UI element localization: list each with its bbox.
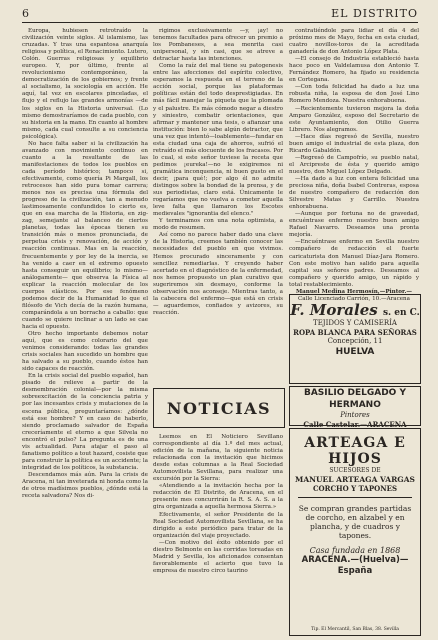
advert-brand: F. Morales	[290, 301, 378, 319]
paragraph: —Encuéntrase enfermo en Sevilla nuestro compañero de redacción el fuerte caricaturista don Manuel Díaz-Jara Romero. Con este motivo han salido para aquella capital sus señores padres. Deseamos al compañero y querido amigo, un rápido y total restablecimiento.	[289, 239, 419, 288]
advert-arteaga	[289, 428, 421, 636]
paragraph: Y terminamos con una nota optimista, a modo de resumen.	[153, 218, 283, 232]
advert-address: Concepción, 11	[327, 337, 383, 345]
paragraph: —Regresó de Campofrío, su pueblo natal, el Arcipreste de ésta y querido amigo nuestro, don Miguel López Delgado.	[289, 154, 419, 175]
advert-city: HUELVA	[335, 347, 375, 357]
paragraph: «Atendiendo a la invitación hecha por la redacción de El Distrito, de Aracena, en el presente mes concurrirán la R. S. A. S. a la gira organizada a aquella hermosa Sierra.»	[153, 483, 283, 511]
paragraph: —Con toda felicidad ha dado a luz una robusta niña, la esposa de don José Lino Romero Mendoza. Nuestra enhorabuena.	[289, 84, 419, 105]
advert-brand: ARTEAGA E HIJOS	[304, 435, 406, 467]
paragraph: —Aunque por fortuna no de gravedad, encuéntrase enfermo nuestro buen amigo Rafael Navarro. Deseamos una pronta mejoría.	[289, 211, 419, 239]
paragraph: Otro hecho importante debemos notar aquí, que es como colorario del que venimos considerando: todas las grandes crisis sociales han sucedido un hombre que ha salvado a su pueblo, cuando éstos han sido capaces de reacción.	[22, 331, 148, 373]
divider	[298, 497, 412, 498]
signature: Manuel Medina Hermosín,—Pintor.—	[295, 288, 413, 295]
paragraph: contratiéndole para lidiar el día 4 del próximo mes de Mayo, fecha en esta ciudad, cuatro novillos-toros de la acreditada ganadería de don Antonio López Plata.	[289, 28, 419, 56]
paragraph: —Con motivo del éxito obtenido por el diestro Belmonte en las corridas toreadas en Madrid y Sevilla, los aficionados consentan favorablemente el acierto que tuvo la empresa de nuestro circo taurino	[153, 539, 283, 574]
paragraph: Descendamos más aún. Para la crisis de Aracena, ni tan inveterada ni honda como la de otros madísimos pueblos, ¿dónde está la receta salvadora? Nos di-	[22, 471, 148, 500]
advert-body: Se compran grandes partidas de corcho, en alzabel y en plancha, y de cuadros y tapones.	[298, 504, 412, 540]
printer-credit: Tip. El Mercantil, San Blas, 38. Sevilla	[311, 627, 399, 632]
advert-brand: BASILIO DELGADO Y HERMANO	[303, 388, 406, 410]
paragraph: —El consejo de Industria estableció hasta hace poco en Valdelamusa don Antonio T. Fernández Romero, ha fijado su residencia en Cortegana.	[289, 56, 419, 84]
advert-products: CORCHO Y TAPONES	[312, 484, 398, 493]
paragraph: Leemos en El Noticiero Sevillano correspondiente al día 1.º del mes actual, edición de la mañana, la siguiente noticia relacionada con la invitación que hicimos desde estas columnas a la Real Sociedad Automovilista Sevillana, para realizar una excursión por la Sierra:	[153, 434, 283, 483]
paragraph: Efectivamente, el señor Presidente de la Real Sociedad Automovilista Sevillana, se ha dirigido a este periódico para tratar de la organización del viaje proyectado.	[153, 511, 283, 539]
paragraph: Así como no parece haber dado una clave de la Historia, creemos también conocer las necesidades del pueblo en que vivimos. Hemos procurado sinceramente y con sencillez remediarlas. Y creyendo haber acertado en el diagnóstico de la enfermedad, nos hemos propuesto un plan curativo que sugeriremos sin desmayo, conforme la observación nos aconseje. Mientras tanto, a la cabecera del enfermo—que está en crisis — aguardemos, confiados y avizores, su reacción.	[153, 232, 283, 316]
advert-line: ROPA BLANCA PARA SEÑORAS	[293, 328, 417, 337]
paragraph: Como la raíz del mal tiene su patogenesis entre las afecciones del espíritu colectivo, esperamos la respuesta en el terreno de la acción social, porque las plataformas políticas están del todo desprestigiadas. En más fácil manejar la piqueta que la plomada y el palustre. Es más cómodo negar a diestro y siniestro, combatir orientaciones, que afirmar y mantener una tesis, o afianzar una institución: bien lo sabe algún detractor, que una vez que intentó—loablemente—fundar en esta ciudad una caja de ahorros, sufrió el retraído el más elocuente de los fracasos. Por lo cual, si este señor tuviese la receta que pedimos ¡eureka!—no le exigiremos ni gramática inconquencia, ni buen gusto en el decir, ¡para qué!; por algo él no admite distingos sobre la bondad de la prensa, y de sus periodistas, claro está. Únicamente le rogaríamos que no vuelva a cometer aquella leve falta que llamaron los Escotes medievales "ignorantia del elenco."	[153, 63, 283, 218]
advert-brand-suffix: s. en C.	[382, 308, 420, 318]
paragraph: rigimos exclusivamente —y, ¡ay! no tenemos facultades para ofrecer un premio a los Pombaneses, a sea menrita casi unipersonal, y sin casi, que se atreve a detractar hasta las intenciones.	[153, 28, 283, 63]
advert-owner: MANUEL ARTEAGA VARGAS	[295, 475, 415, 484]
page-number: 6	[22, 7, 29, 20]
advert-city: ARACENA.—(Huelva)—España	[301, 555, 409, 576]
advert-line: Pintores	[340, 411, 370, 419]
paragraph: No hace falta saber si la civilización ha avanzado con movimiento continuo en cuanto a la resultante de las manifestaciones de todos los pueblos en cada período histórico; tampoco si, efectivamente, como quería Pi Margall, los retrocesos han sido pura tomar carrera; menos nos es precisa una fórmula del progreso de la civilización, tan a menudo lastimosamente confundidos lo cierto es, que en esa marcha de la Historia, en zig-zag, semejante al balanceo de ciertos planetas, todas las épocas tienen su transición más o menos pronunciada, de perpetua crisis y renovación, de acción y reacción continuas. Mas en la reacción, frecuentemente y por ley de la inercia, se ha venido a caer en el extremo opuesto hasta conseguir un equilibrio; lo mismo—análogamente— que observa la Física al explicar la reacción molecular de los cuerpos elásticos. Por ese fenómeno podemos decir de la Humanidad lo que el filósofo de Vich decía de la razón humana, comparándola a un borracho a caballo: que cuando se quiere inclinar a un lado se cae hacia el opuesto.	[22, 140, 148, 330]
address: Calle Licenciado Carrión, 10.—Aracena	[297, 295, 410, 302]
paragraph: —Ha dado a luz con entera felicidad una preciosa niña, doña Isabel Contreras, esposa de nuestro compañero de redacción don Silvestre Matas y Carrillo. Nuestra enhorabuena.	[289, 175, 419, 211]
paragraph: En la crisis social del pueblo español, han pisado de relieve a partir de la desmembración colonial—por la misma sobreexcitación de la conciencia patria y por las incesantes crisis y mutaciones de la escena pública, preguntaríamos: ¿dónde está ese hombre? Y en caso de haberlo, siendo proclamado salvador de España creceríamente el eterno a que Silvela no encontró el pulso? La pregunta es de una vis actualidad. Para atajar el paso al fanatismo político a tout hazard, cosiste que para construir la política es un accidente; la integridad de los políticos, la substancia.	[22, 373, 148, 471]
advert-line: SUCESORES DE	[329, 467, 381, 474]
paragraph: —Recientemente tuvieron mejora la doña Amparo González, esposo del Secretario de este Ayuntamiento, don Otilio Guerra Librero. Nos alegramos.	[289, 105, 419, 133]
advert-morales	[289, 294, 421, 384]
masthead: EL DISTRITO	[331, 7, 418, 20]
article-column-1	[22, 28, 148, 634]
article-column-2	[153, 28, 283, 383]
notices-column	[153, 434, 283, 634]
advert-basilio-delgado	[289, 386, 421, 429]
advert-founded: Casa fundada en 1868	[309, 546, 401, 555]
advert-address: Calle Castelar.—ARACENA	[303, 420, 407, 429]
advert-line: TEJIDOS Y CAMISERÍA	[313, 319, 397, 327]
page-header	[22, 4, 418, 23]
paragraph: —Hace días regresó de Sevilla, nuestro buen amigo el industrial de esta plaza, don Ricardo Gabaldón.	[289, 133, 419, 154]
article-column-3	[289, 28, 419, 302]
notices-heading-box	[153, 388, 285, 428]
notices-title: NOTICIAS	[166, 398, 272, 418]
paragraph: Europa, hubiesen retrotraído la civilización veinte siglos. Al islamismo, las cruzadas. Y tras una espantosa anarquía religiosa y política, el Renacimiento. Lutero, Colón. Guerras religiosas y equilibrio europeo. Y, por último, frente al revolucionismo contemporáneo, la democratización de los gobiernos; y frente al socialismo, la sociología en acción. He aquí, tal vez en escolares pinceladas, el flujo y el reflujo las grandes armonías —de los siglos en la Historia universal. (Lo mismo demostraríamos de cada pueblo, con su historia en la mano. En cuanto al hombre mismo, cada cual consulte a su conciencia psicológica).	[22, 28, 148, 140]
